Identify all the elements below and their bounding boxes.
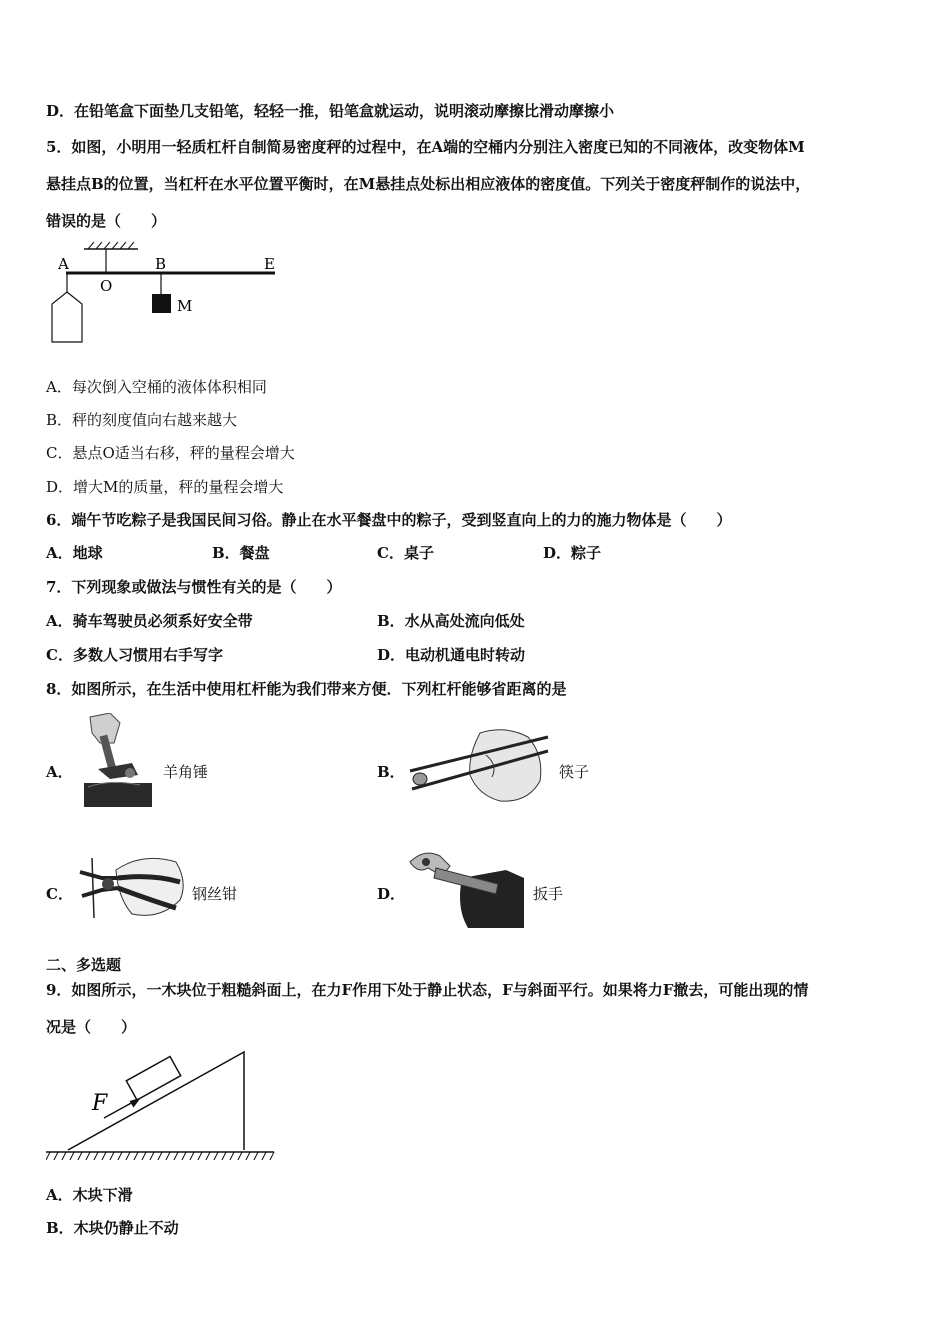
force-f-label: F xyxy=(92,1091,108,1116)
q8-option-b-letter: B． xyxy=(377,763,405,781)
section-2-title: 二、多选题 xyxy=(46,956,122,974)
q5-stem-line2: 悬挂点B的位置，当杠杆在水平位置平衡时，在M悬挂点处标出相应液体的密度值。下列关于密度秤制作的说法中， xyxy=(46,175,811,193)
q9-stem-line2: 况是（ ） xyxy=(46,1018,137,1036)
label-o: O xyxy=(100,277,113,295)
q9-incline-figure xyxy=(46,1046,278,1166)
q5-stem-line3: 错误的是（ ） xyxy=(46,212,167,230)
q8-stem: 8．如图所示，在生活中使用杠杆能为我们带来方便．下列杠杆能够省距离的是 xyxy=(46,680,567,698)
label-a: A xyxy=(58,255,69,273)
q7-option-c: C．多数人习惯用右手写字 xyxy=(46,646,223,664)
q6-option-c: C．桌子 xyxy=(377,544,434,562)
q7-option-a: A．骑车驾驶员必须系好安全带 xyxy=(46,612,253,630)
chopsticks-image xyxy=(408,725,550,807)
claw-hammer-image xyxy=(80,713,156,808)
q5-lever-figure xyxy=(46,238,286,350)
q7-option-d: D．电动机通电时转动 xyxy=(377,646,526,664)
q5-option-d: D．增大M的质量，秤的量程会增大 xyxy=(46,478,284,496)
q7-stem: 7．下列现象或做法与惯性有关的是（ ） xyxy=(46,578,342,596)
q9-option-b: B．木块仍静止不动 xyxy=(46,1219,179,1237)
q8-option-d-letter: D． xyxy=(377,885,406,903)
q8-option-a-caption: 羊角锤 xyxy=(163,763,209,781)
q7-option-b: B．水从高处流向低处 xyxy=(377,612,525,630)
q9-stem-line1: 9．如图所示，一木块位于粗糙斜面上，在力F作用下处于静止状态，F与斜面平行。如果将力F撤去，可能出现的情 xyxy=(46,981,809,999)
label-e: E xyxy=(264,255,275,273)
q9-option-a: A．木块下滑 xyxy=(46,1186,133,1204)
wire-pliers-image xyxy=(72,848,190,930)
q6-stem: 6．端午节吃粽子是我国民间习俗。静止在水平餐盘中的粽子，受到竖直向上的力的施力物体是（ ） xyxy=(46,511,732,529)
q5-stem-line1: 5．如图，小明用一轻质杠杆自制简易密度秤的过程中，在A端的空桶内分别注入密度已知的不同液体，改变物体M xyxy=(46,138,805,156)
q5-option-b: B．秤的刻度值向右越来越大 xyxy=(46,411,238,429)
label-b: B xyxy=(155,255,167,273)
q8-option-b-caption: 筷子 xyxy=(559,763,590,781)
q5-option-c: C．悬点O适当右移，秤的量程会增大 xyxy=(46,444,295,462)
weight-m-block xyxy=(152,294,171,313)
q8-option-c-letter: C． xyxy=(46,885,73,903)
q6-option-b: B．餐盘 xyxy=(212,544,270,562)
q6-option-a: A．地球 xyxy=(46,544,103,562)
q4-option-d: D．在铅笔盒下面垫几支铅笔，轻轻一推，铅笔盒就运动，说明滚动摩擦比滑动摩擦小 xyxy=(46,102,615,120)
wrench-image xyxy=(406,848,526,930)
label-m: M xyxy=(177,297,193,315)
q8-option-a-letter: A． xyxy=(46,763,73,781)
q6-option-d: D．粽子 xyxy=(543,544,602,562)
q8-option-c-caption: 钢丝钳 xyxy=(192,885,238,903)
wood-block xyxy=(126,1056,180,1100)
q5-option-a: A．每次倒入空桶的液体体积相同 xyxy=(46,378,267,396)
q8-option-d-caption: 扳手 xyxy=(533,885,564,903)
